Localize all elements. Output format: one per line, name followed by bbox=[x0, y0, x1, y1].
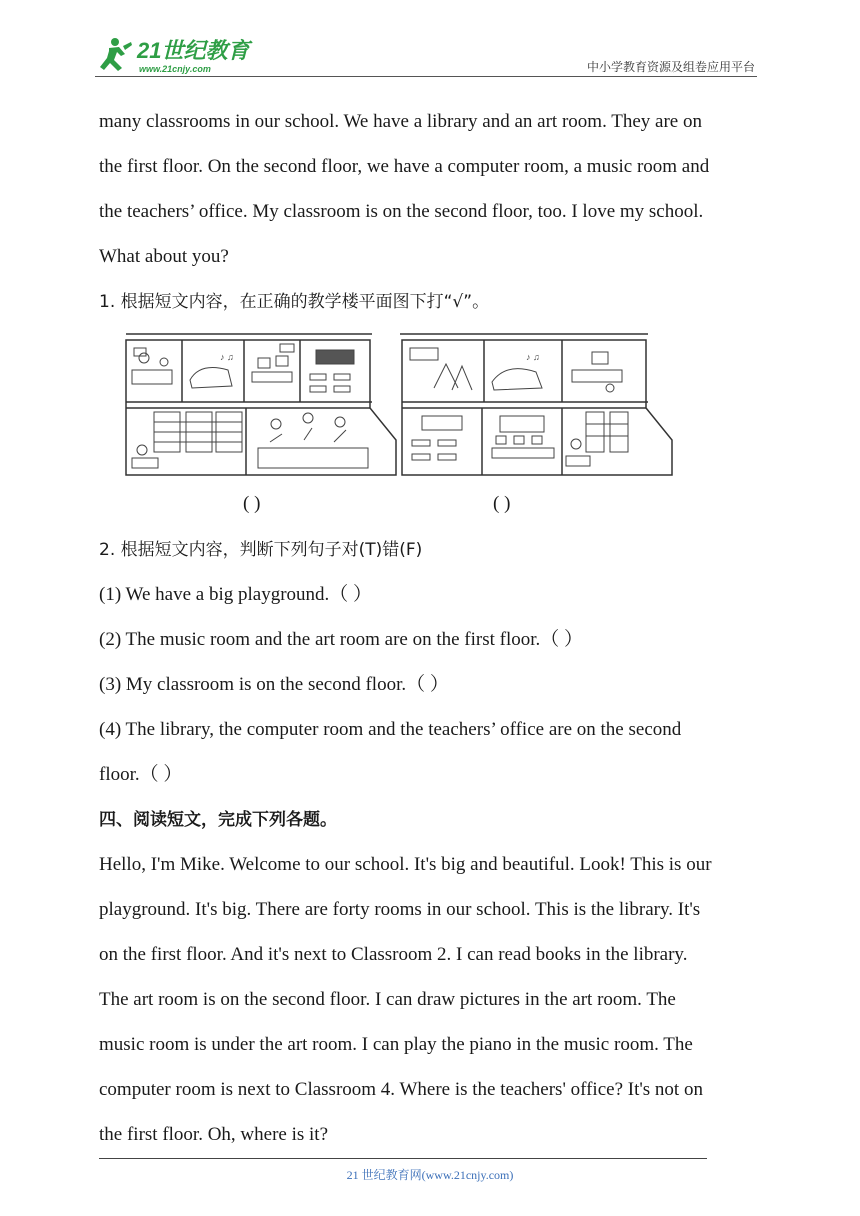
passage1-line-1: many classrooms in our school. We have a library and an art room. They are on bbox=[99, 111, 702, 132]
question-2-item-4-cont: floor.（ ） bbox=[99, 764, 183, 785]
logo-url: www.21cnjy.com bbox=[139, 64, 211, 74]
piano-illustration bbox=[190, 352, 234, 388]
section4-line-7: the first floor. Oh, where is it? bbox=[99, 1124, 329, 1145]
section-4-heading: 四、阅读短文，完成下列各题。 bbox=[99, 810, 337, 830]
answer-blank-left[interactable]: ( ) bbox=[243, 493, 261, 514]
header-divider bbox=[95, 76, 757, 77]
question-2-item-2: (2) The music room and the art room are on the first floor.（ ） bbox=[99, 629, 584, 650]
floor-plan-right bbox=[396, 330, 678, 480]
classroom-illustration bbox=[310, 350, 354, 392]
question-2-item-4: (4) The library, the computer room and the teachers’ office are on the second bbox=[99, 719, 682, 740]
piano-illustration-right bbox=[492, 352, 542, 390]
question-2-prompt: 2. 根据短文内容，判断下列句子对(T)错(F) bbox=[99, 540, 423, 560]
question-1-prompt: 1. 根据短文内容，在正确的教学楼平面图下打“√”。 bbox=[99, 292, 490, 312]
passage1-line-2: the first floor. On the second floor, we have a computer room, a music room and bbox=[99, 156, 710, 177]
answer-blank-right[interactable]: ( ) bbox=[493, 493, 511, 514]
logo-21cnjy bbox=[95, 34, 265, 76]
library-illustration-right bbox=[566, 412, 628, 466]
section4-line-2: playground. It's big. There are forty rooms in our school. This is the library. It's bbox=[99, 899, 701, 920]
art-room-illustration bbox=[258, 413, 368, 468]
passage1-line-3: the teachers’ office. My classroom is on the second floor, too. I love my school. bbox=[99, 201, 704, 222]
footer-divider bbox=[99, 1158, 707, 1159]
section4-line-3: on the first floor. And it's next to Classroom 2. I can read books in the library. bbox=[99, 944, 688, 965]
office-illustration-right bbox=[572, 352, 622, 392]
classroom-illustration-right bbox=[412, 416, 462, 460]
computer-illustration bbox=[252, 344, 294, 382]
svg-text:♪ ♫: ♪ ♫ bbox=[526, 352, 540, 362]
footer-link[interactable]: 21 世纪教育网(www.21cnjy.com) bbox=[346, 1168, 514, 1182]
section4-line-4: The art room is on the second floor. I can draw pictures in the art room. The bbox=[99, 989, 676, 1010]
section4-line-6: computer room is next to Classroom 4. Where is the teachers' office? It's not on bbox=[99, 1079, 703, 1100]
site-name: 中小学教育资源及组卷应用平台 bbox=[586, 60, 755, 74]
computer-room-illustration-right bbox=[492, 416, 554, 458]
section4-line-1: Hello, I'm Mike. Welcome to our school. It's big and beautiful. Look! This is our bbox=[99, 854, 712, 875]
svg-text:♪ ♫: ♪ ♫ bbox=[220, 352, 234, 362]
office-illustration bbox=[132, 348, 172, 384]
library-illustration bbox=[132, 412, 242, 468]
page-header bbox=[95, 30, 757, 80]
question-2-item-3: (3) My classroom is on the second floor.（ ） bbox=[99, 674, 449, 695]
floor-plan-left bbox=[120, 330, 400, 480]
runner-icon bbox=[100, 38, 132, 71]
easel-illustration bbox=[410, 348, 472, 390]
question-2-item-1: (1) We have a big playground.（ ） bbox=[99, 584, 373, 605]
logo-text: 21世纪教育 bbox=[137, 38, 250, 63]
passage1-line-4: What about you? bbox=[99, 246, 229, 267]
section4-line-5: music room is under the art room. I can play the piano in the music room. The bbox=[99, 1034, 693, 1055]
